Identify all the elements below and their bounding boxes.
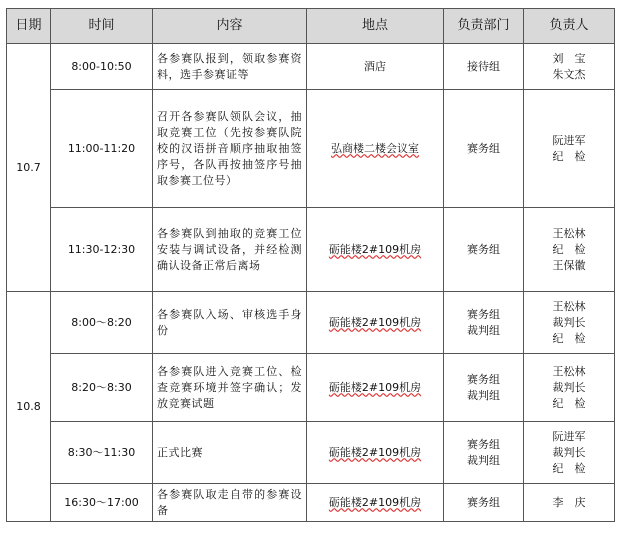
person-name: 纪 检 [552,242,586,256]
dept-name: 赛务组 [467,495,500,509]
header-time: 时间 [51,9,153,44]
content-cell: 各参赛队入场、审核选手身份 [153,292,307,354]
dept-name: 赛务组 [467,372,500,386]
time-cell: 16:30～17:00 [51,484,153,522]
person-name: 纪 检 [552,396,586,410]
dept-name: 裁判组 [467,453,500,467]
dept-name: 赛务组 [467,242,500,256]
dept-name: 赛务组 [467,437,500,451]
table-row [7,208,615,292]
place-cell [307,208,444,292]
place-text: 砺能楼2#109机房 [328,380,422,394]
place-text: 砺能楼2#109机房 [328,315,422,329]
header-dept: 负责部门 [444,9,524,44]
person-name: 朱文杰 [552,67,586,81]
content-cell: 各参赛队到抽取的竞赛工位安装与调试设备，并经检测确认设备正常后离场 [153,208,307,292]
person-name: 王松林 [552,299,586,313]
schedule-table [6,8,615,522]
person-name: 李 庆 [552,495,586,509]
table-row [7,484,615,522]
place-cell [307,354,444,422]
person-name: 纪 检 [552,149,586,163]
dept-cell [444,292,524,354]
dept-name: 裁判组 [467,323,500,337]
person-name: 裁判长 [552,315,586,329]
dept-name: 赛务组 [467,141,500,155]
place-text: 弘商楼二楼会议室 [331,141,419,155]
table-row [7,292,615,354]
person-name: 王松林 [552,364,586,378]
person-name: 刘 宝 [552,51,586,65]
place-text: 砺能楼2#109机房 [328,495,422,509]
person-name: 王松林 [552,226,586,240]
content-cell: 正式比赛 [153,422,307,484]
time-cell: 11:30-12:30 [51,208,153,292]
content-cell: 各参赛队报到，领取参赛资料，选手参赛证等 [153,44,307,90]
place-cell [307,292,444,354]
header-person: 负责人 [524,9,615,44]
time-cell: 8:00～8:20 [51,292,153,354]
date-cell: 10.8 [7,292,51,522]
table-row [7,44,615,90]
header-date: 日期 [7,9,51,44]
person-name: 阮进军 [552,429,586,443]
dept-cell [444,354,524,422]
person-cell [524,484,615,522]
person-cell [524,292,615,354]
table-row [7,422,615,484]
dept-cell [444,422,524,484]
place-text: 砺能楼2#109机房 [328,445,422,459]
date-cell: 10.7 [7,44,51,292]
time-cell: 8:30～11:30 [51,422,153,484]
dept-name: 接待组 [467,59,500,73]
time-cell: 8:20～8:30 [51,354,153,422]
person-name: 王保徽 [552,258,586,272]
time-cell: 8:00-10:50 [51,44,153,90]
place-cell [307,90,444,208]
header-content: 内容 [153,9,307,44]
header-place: 地点 [307,9,444,44]
place-cell: 酒店 [307,44,444,90]
person-name: 纪 检 [552,331,586,345]
place-text: 砺能楼2#109机房 [328,242,422,256]
dept-name: 裁判组 [467,388,500,402]
person-cell [524,422,615,484]
person-name: 阮进军 [552,133,586,147]
content-cell: 召开各参赛队领队会议，抽取竞赛工位（先按参赛队院校的汉语拼音顺序抽取抽签序号，各队再按抽签序号抽取参赛工位号） [153,90,307,208]
place-cell [307,484,444,522]
person-name: 纪 检 [552,461,586,475]
person-name: 裁判长 [552,380,586,394]
person-cell [524,208,615,292]
header-row [7,9,615,44]
content-cell: 各参赛队取走自带的参赛设备 [153,484,307,522]
table-row [7,90,615,208]
time-cell: 11:00-11:20 [51,90,153,208]
person-cell [524,354,615,422]
dept-cell [444,44,524,90]
person-cell [524,90,615,208]
dept-cell [444,484,524,522]
dept-name: 赛务组 [467,307,500,321]
dept-cell [444,208,524,292]
person-cell [524,44,615,90]
content-cell: 各参赛队进入竞赛工位、检查竞赛环境并签字确认；发放竞赛试题 [153,354,307,422]
dept-cell [444,90,524,208]
table-row [7,354,615,422]
person-name: 裁判长 [552,445,586,459]
place-cell [307,422,444,484]
